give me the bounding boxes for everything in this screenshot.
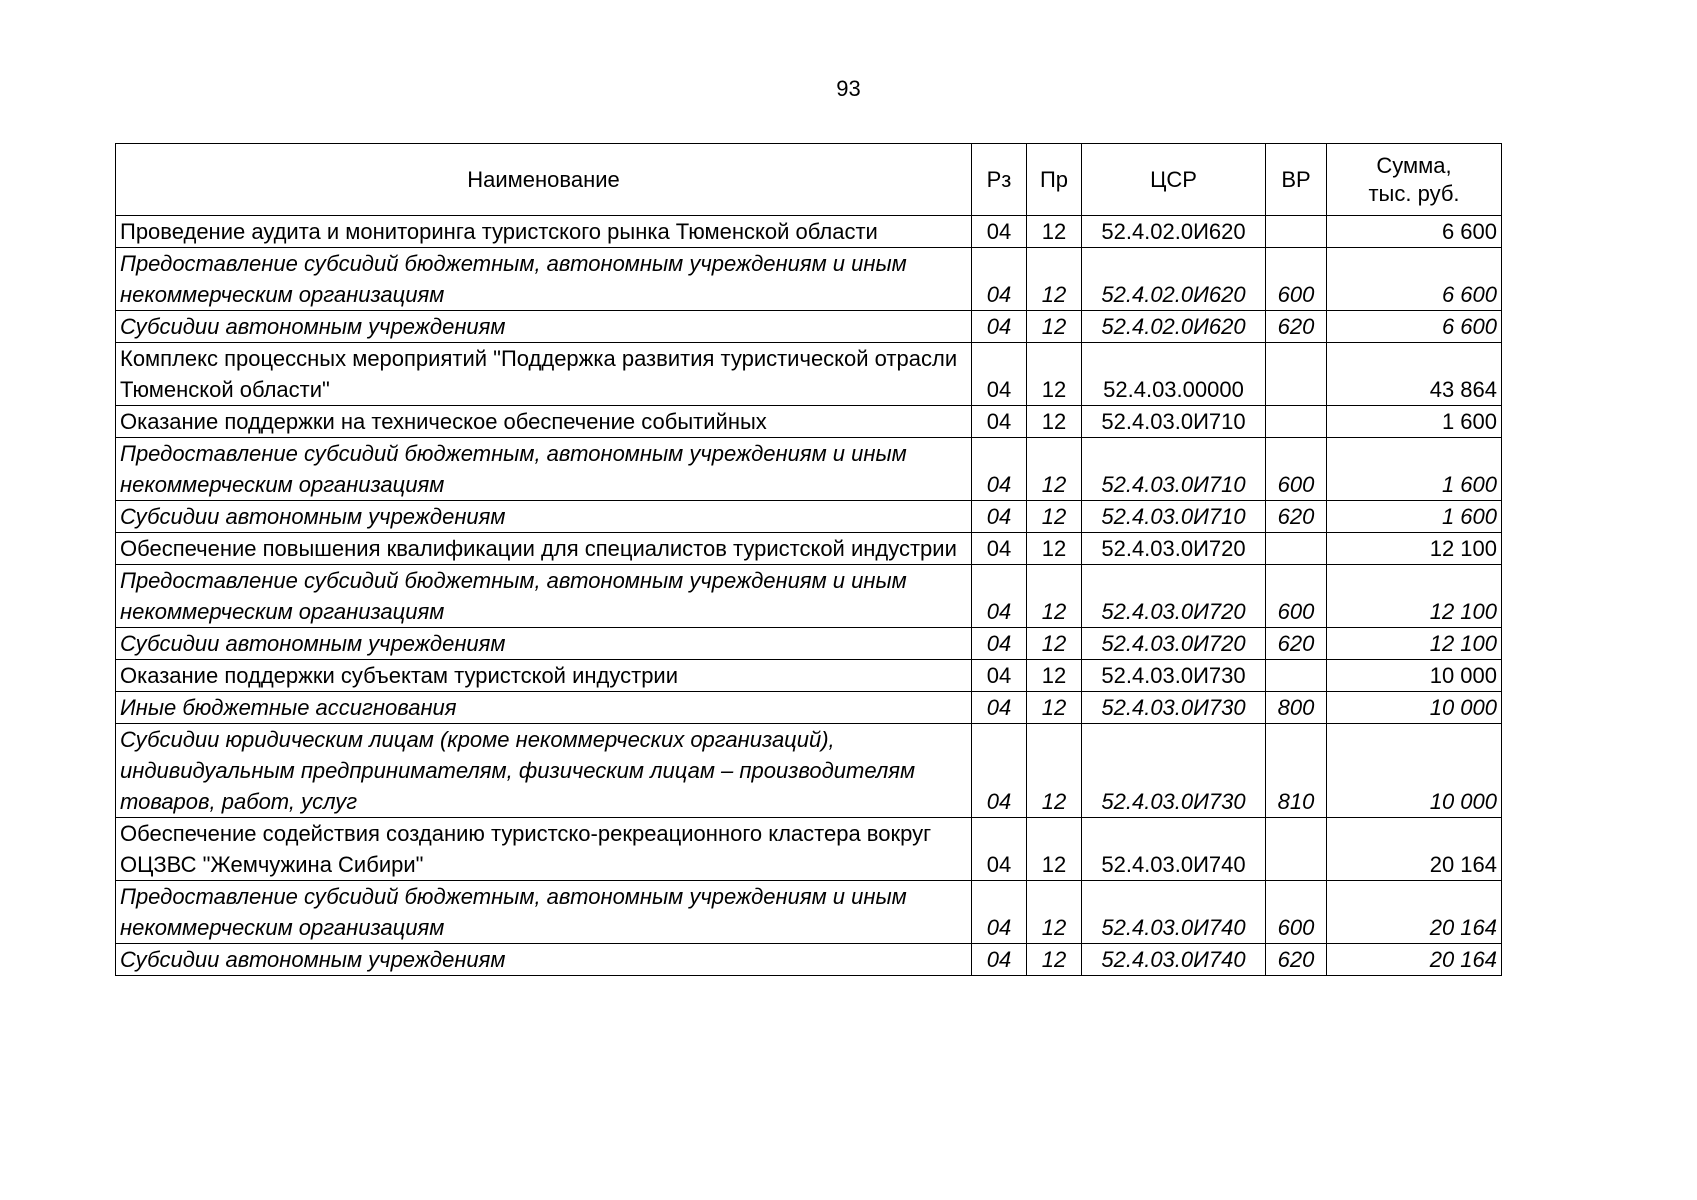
cell-rz: 04 <box>972 692 1027 724</box>
cell-pr: 12 <box>1027 501 1082 533</box>
cell-name: Субсидии автономным учреждениям <box>116 628 972 660</box>
cell-sum: 12 100 <box>1327 565 1502 628</box>
cell-pr: 12 <box>1027 881 1082 944</box>
table-row <box>116 565 1502 628</box>
cell-csr: 52.4.02.0И620 <box>1082 311 1266 343</box>
cell-name: Предоставление субсидий бюджетным, автономным учреждениям и иным некоммерческим организациям <box>116 248 972 311</box>
cell-rz: 04 <box>972 533 1027 565</box>
table-row <box>116 944 1502 976</box>
cell-rz: 04 <box>972 501 1027 533</box>
cell-csr: 52.4.03.0И720 <box>1082 628 1266 660</box>
table-row <box>116 311 1502 343</box>
cell-rz: 04 <box>972 406 1027 438</box>
cell-csr: 52.4.03.0И740 <box>1082 818 1266 881</box>
cell-name: Обеспечение содействия созданию туристско-рекреационного кластера вокруг ОЦЗВС "Жемчужина Сибири" <box>116 818 972 881</box>
cell-pr: 12 <box>1027 406 1082 438</box>
header-name: Наименование <box>116 144 972 216</box>
header-sum-line1: Сумма, <box>1376 152 1452 178</box>
cell-sum: 6 600 <box>1327 216 1502 248</box>
cell-name: Иные бюджетные ассигнования <box>116 692 972 724</box>
cell-rz: 04 <box>972 881 1027 944</box>
cell-rz: 04 <box>972 724 1027 818</box>
cell-rz: 04 <box>972 311 1027 343</box>
cell-name: Субсидии автономным учреждениям <box>116 501 972 533</box>
header-rz: Рз <box>972 144 1027 216</box>
cell-pr: 12 <box>1027 248 1082 311</box>
table-body <box>116 216 1502 976</box>
cell-vr <box>1266 660 1327 692</box>
cell-pr: 12 <box>1027 216 1082 248</box>
cell-pr: 12 <box>1027 660 1082 692</box>
cell-pr: 12 <box>1027 944 1082 976</box>
table-row <box>116 248 1502 311</box>
cell-csr: 52.4.03.0И710 <box>1082 501 1266 533</box>
cell-pr: 12 <box>1027 724 1082 818</box>
cell-csr: 52.4.03.0И710 <box>1082 438 1266 501</box>
cell-rz: 04 <box>972 660 1027 692</box>
cell-vr <box>1266 533 1327 565</box>
cell-sum: 1 600 <box>1327 438 1502 501</box>
cell-sum: 12 100 <box>1327 628 1502 660</box>
cell-vr: 600 <box>1266 565 1327 628</box>
cell-name: Субсидии автономным учреждениям <box>116 311 972 343</box>
cell-vr: 810 <box>1266 724 1327 818</box>
cell-name: Субсидии юридическим лицам (кроме некоммерческих организаций), индивидуальным предпринимателям, физическим лицам – производителям товаров, работ, услуг <box>116 724 972 818</box>
cell-rz: 04 <box>972 818 1027 881</box>
cell-sum: 6 600 <box>1327 248 1502 311</box>
cell-csr: 52.4.03.0И730 <box>1082 692 1266 724</box>
cell-pr: 12 <box>1027 628 1082 660</box>
cell-csr: 52.4.03.0И730 <box>1082 660 1266 692</box>
cell-vr: 620 <box>1266 501 1327 533</box>
cell-name: Обеспечение повышения квалификации для специалистов туристской индустрии <box>116 533 972 565</box>
header-csr: ЦСР <box>1082 144 1266 216</box>
cell-csr: 52.4.03.00000 <box>1082 343 1266 406</box>
cell-vr: 620 <box>1266 311 1327 343</box>
table-row <box>116 692 1502 724</box>
cell-rz: 04 <box>972 216 1027 248</box>
cell-name: Предоставление субсидий бюджетным, автономным учреждениям и иным некоммерческим организациям <box>116 438 972 501</box>
cell-sum: 10 000 <box>1327 692 1502 724</box>
cell-csr: 52.4.03.0И720 <box>1082 533 1266 565</box>
cell-vr <box>1266 406 1327 438</box>
header-pr: Пр <box>1027 144 1082 216</box>
cell-sum: 1 600 <box>1327 406 1502 438</box>
cell-pr: 12 <box>1027 438 1082 501</box>
cell-pr: 12 <box>1027 818 1082 881</box>
table-row <box>116 818 1502 881</box>
cell-pr: 12 <box>1027 311 1082 343</box>
table-row <box>116 724 1502 818</box>
cell-sum: 6 600 <box>1327 311 1502 343</box>
cell-sum: 12 100 <box>1327 533 1502 565</box>
cell-csr: 52.4.03.0И710 <box>1082 406 1266 438</box>
cell-pr: 12 <box>1027 533 1082 565</box>
cell-name: Проведение аудита и мониторинга туристского рынка Тюменской области <box>116 216 972 248</box>
cell-csr: 52.4.03.0И730 <box>1082 724 1266 818</box>
cell-sum: 20 164 <box>1327 881 1502 944</box>
cell-pr: 12 <box>1027 692 1082 724</box>
cell-vr: 620 <box>1266 944 1327 976</box>
cell-csr: 52.4.02.0И620 <box>1082 248 1266 311</box>
cell-pr: 12 <box>1027 343 1082 406</box>
table-row <box>116 343 1502 406</box>
cell-rz: 04 <box>972 438 1027 501</box>
cell-sum: 10 000 <box>1327 724 1502 818</box>
cell-vr: 620 <box>1266 628 1327 660</box>
cell-name: Предоставление субсидий бюджетным, автономным учреждениям и иным некоммерческим организациям <box>116 881 972 944</box>
cell-sum: 1 600 <box>1327 501 1502 533</box>
cell-csr: 52.4.02.0И620 <box>1082 216 1266 248</box>
cell-sum: 43 864 <box>1327 343 1502 406</box>
cell-csr: 52.4.03.0И740 <box>1082 881 1266 944</box>
cell-pr: 12 <box>1027 565 1082 628</box>
cell-vr: 800 <box>1266 692 1327 724</box>
cell-vr: 600 <box>1266 438 1327 501</box>
page-number: 93 <box>836 76 861 101</box>
cell-sum: 20 164 <box>1327 818 1502 881</box>
table-row <box>116 628 1502 660</box>
header-sum <box>1327 144 1502 216</box>
cell-name: Оказание поддержки субъектам туристской индустрии <box>116 660 972 692</box>
cell-rz: 04 <box>972 343 1027 406</box>
cell-vr <box>1266 216 1327 248</box>
table-header <box>116 144 1502 216</box>
table-row <box>116 216 1502 248</box>
cell-csr: 52.4.03.0И720 <box>1082 565 1266 628</box>
cell-name: Предоставление субсидий бюджетным, автономным учреждениям и иным некоммерческим организациям <box>116 565 972 628</box>
cell-name: Комплекс процессных мероприятий "Поддержка развития туристической отрасли Тюменской области" <box>116 343 972 406</box>
table-row <box>116 660 1502 692</box>
cell-name: Оказание поддержки на техническое обеспечение событийных <box>116 406 972 438</box>
cell-sum: 20 164 <box>1327 944 1502 976</box>
cell-rz: 04 <box>972 944 1027 976</box>
budget-table <box>115 143 1502 976</box>
cell-rz: 04 <box>972 628 1027 660</box>
header-sum-line2: тыс. руб. <box>1368 180 1460 206</box>
header-vr: ВР <box>1266 144 1327 216</box>
cell-vr: 600 <box>1266 248 1327 311</box>
cell-rz: 04 <box>972 565 1027 628</box>
table-row <box>116 881 1502 944</box>
table-row <box>116 501 1502 533</box>
cell-vr <box>1266 343 1327 406</box>
table-row <box>116 406 1502 438</box>
cell-name: Субсидии автономным учреждениям <box>116 944 972 976</box>
cell-vr <box>1266 818 1327 881</box>
table-row <box>116 533 1502 565</box>
table-row <box>116 438 1502 501</box>
cell-vr: 600 <box>1266 881 1327 944</box>
cell-csr: 52.4.03.0И740 <box>1082 944 1266 976</box>
cell-rz: 04 <box>972 248 1027 311</box>
cell-sum: 10 000 <box>1327 660 1502 692</box>
